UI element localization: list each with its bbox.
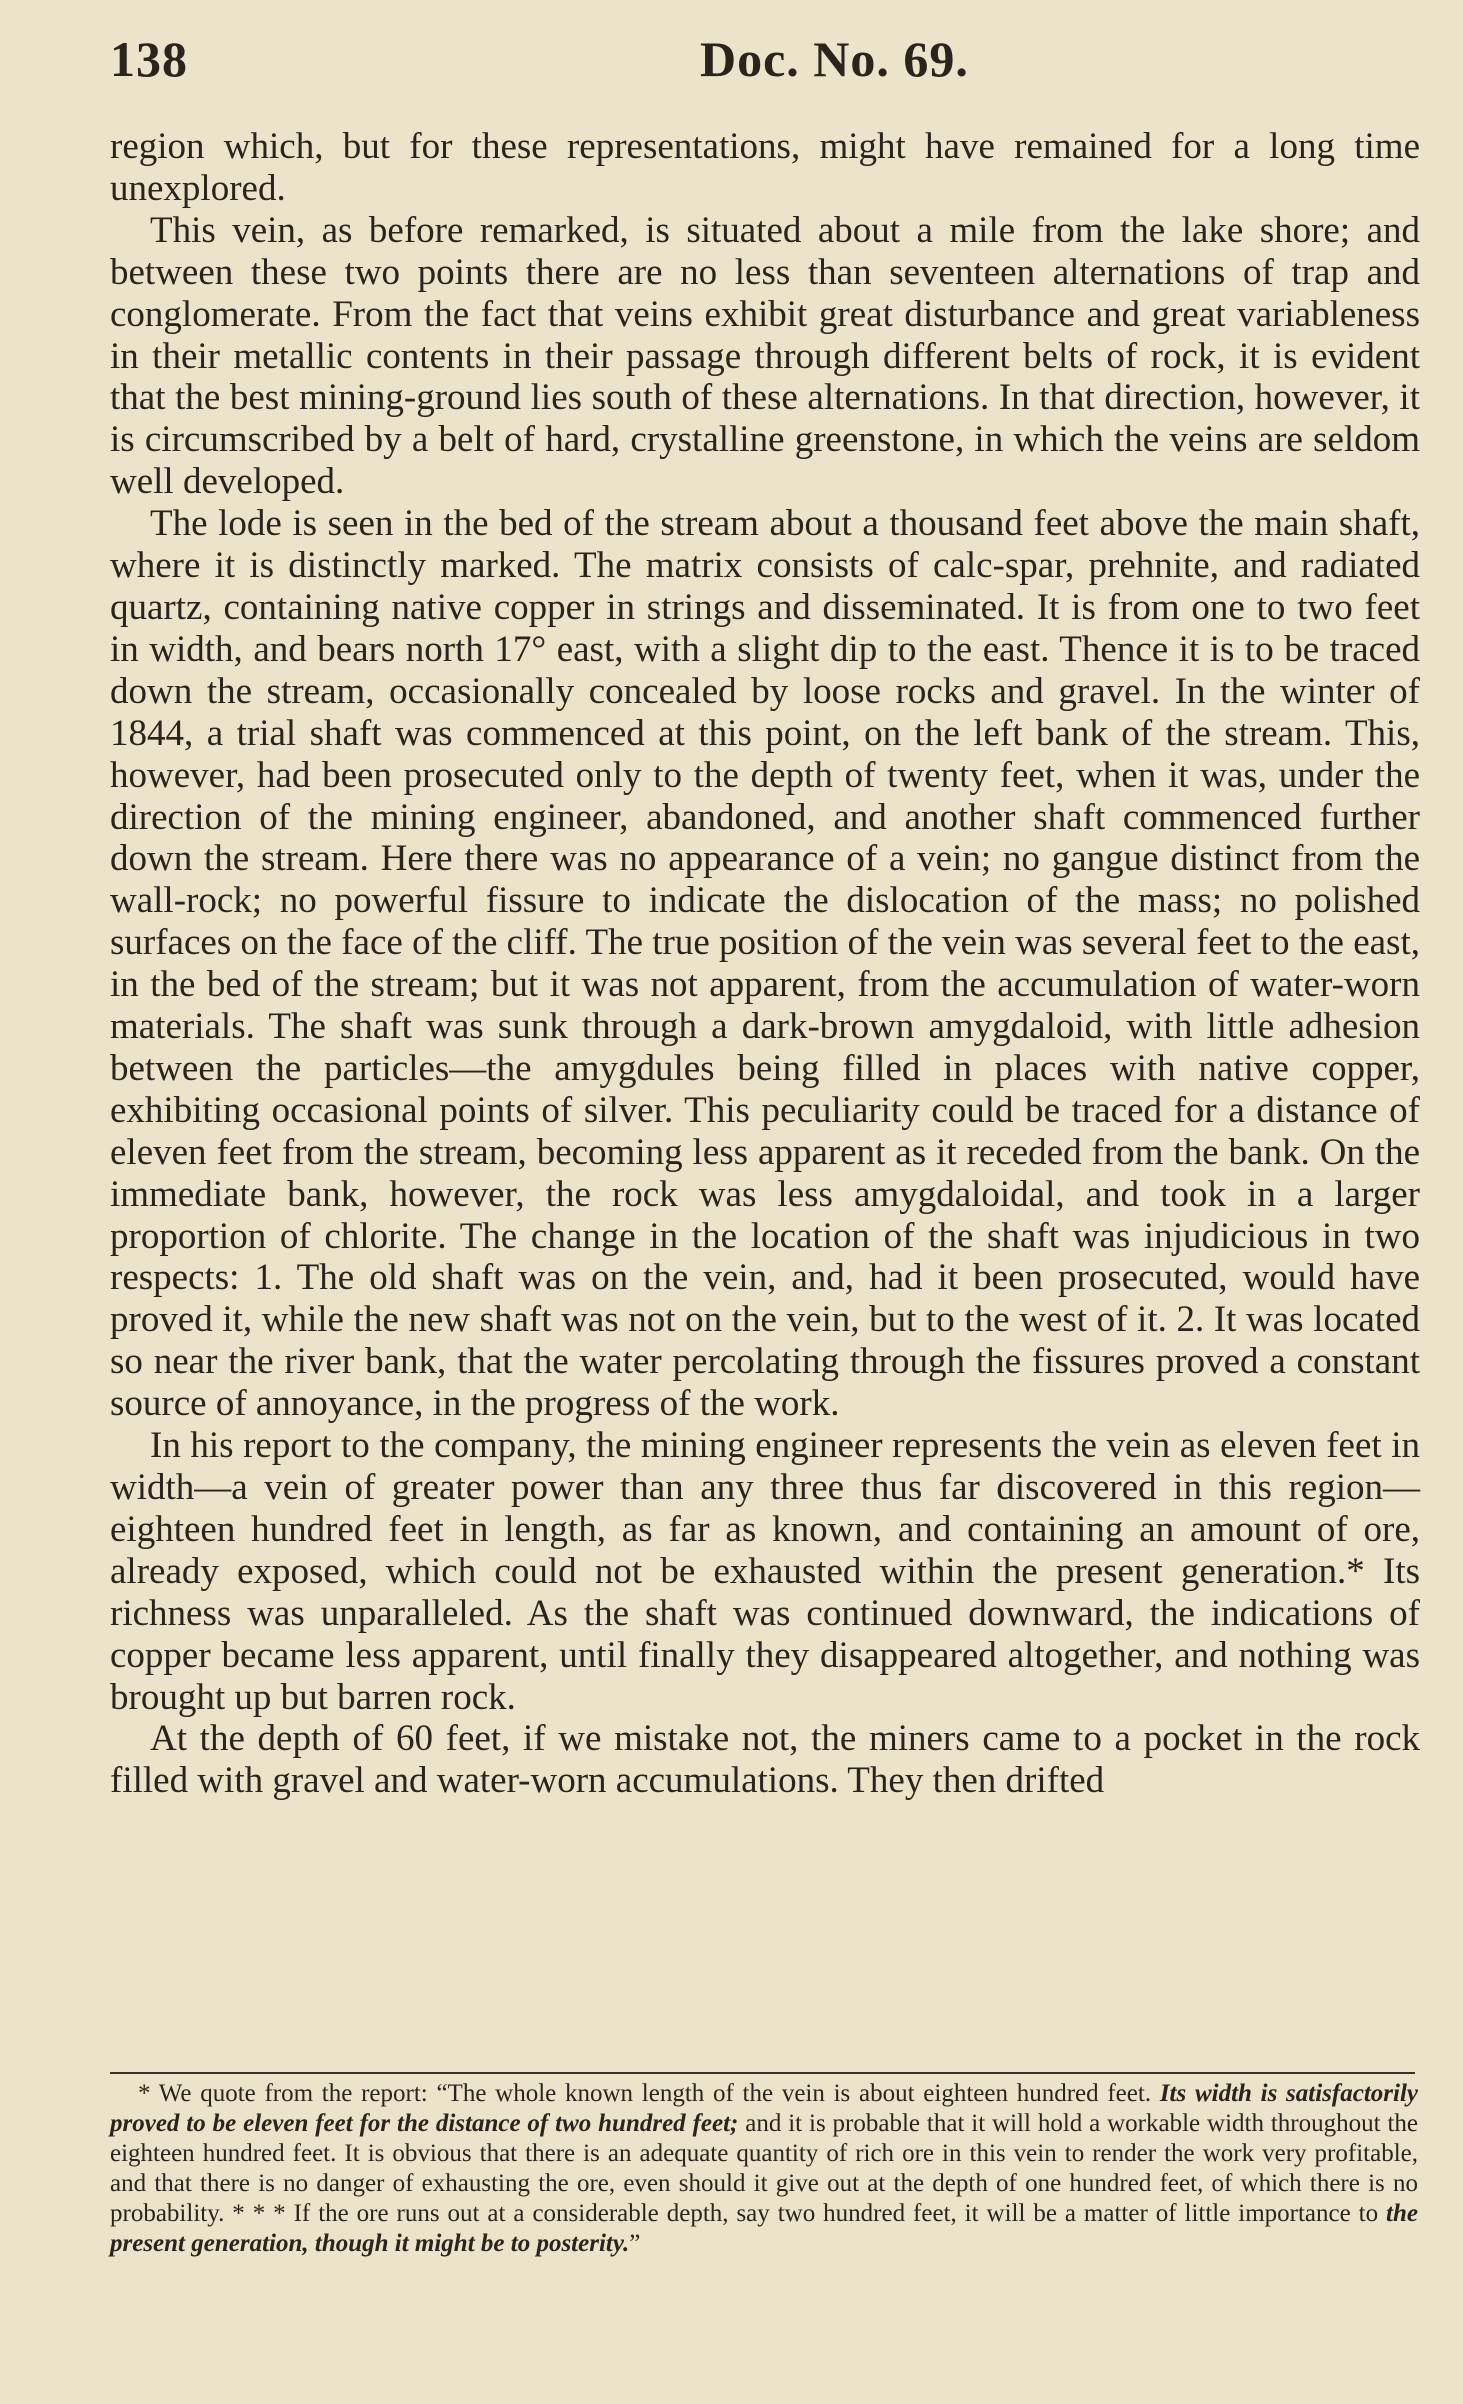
paragraph-depth-sixty: At the depth of 60 feet, if we mistake not, the miners came to a pocket in the rock filled with gravel and water-worn accumulations. They then drifted bbox=[110, 1718, 1420, 1802]
body-text bbox=[110, 126, 1420, 1802]
footnote-italic-2: the present generation, though it might be to posterity. bbox=[110, 2200, 1418, 2257]
paragraph-lode-description: The lode is seen in the bed of the stream about a thousand feet above the main shaft, where it is distinctly marked. The matrix consists of calc-spar, prehnite, and radiated quartz, containing native copper in strings and disseminated. It is from one to two feet in width, and bears north 17° east, with a slight dip to the east. Thence it is to be traced down the stream, occasionally concealed by loose rocks and gravel. In the winter of 1844, a trial shaft was commenced at this point, on the left bank of the stream. This, however, had been prosecuted only to the depth of twenty feet, when it was, under the direction of the mining engineer, abandoned, and another shaft commenced further down the stream. Here there was no appearance of a vein; no gangue distinct from the wall-rock; no powerful fissure to indicate the dislocation of the mass; no polished surfaces on the face of the cliff. The true position of the vein was several feet to the east, in the bed of the stream; but it was not apparent, from the accumulation of water-worn materials. The shaft was sunk through a dark-brown amygdaloid, with little adhesion between the particles—the amygdules being filled in places with native copper, exhibiting occasional points of silver. This peculiarity could be traced for a distance of eleven feet from the stream, becoming less apparent as it receded from the bank. On the immediate bank, however, the rock was less amygdaloidal, and took in a larger proportion of chlorite. The change in the location of the shaft was injudicious in two respects: 1. The old shaft was on the vein, and, had it been prosecuted, would have proved it, while the new shaft was not on the vein, but to the west of it. 2. It was located so near the river bank, that the water percolating through the fissures proved a constant source of annoyance, in the progress of the work. bbox=[110, 503, 1420, 1425]
footnote-part-1: * We quote from the report: “The whole known length of the vein is about eighteen hundred feet. bbox=[138, 2080, 1160, 2107]
footnote bbox=[110, 2079, 1418, 2259]
footnote-text bbox=[110, 2079, 1418, 2259]
document-title: Doc. No. 69. bbox=[700, 31, 969, 87]
footnote-closing-quote: ” bbox=[629, 2230, 641, 2257]
paragraph-vein-location: This vein, as before remarked, is situated about a mile from the lake shore; and between these two points there are no less than seventeen alternations of trap and conglomerate. From the fact that veins exhibit great disturbance and great variableness in their metallic contents in their passage through different belts of rock, it is evident that the best mining-ground lies south of these alternations. In that direction, however, it is circumscribed by a belt of hard, crystalline greenstone, in which the veins are seldom well developed. bbox=[110, 209, 1420, 503]
paragraph-continuation: region which, but for these representations, might have remained for a long time unexplored. bbox=[110, 126, 1420, 209]
page-header bbox=[110, 30, 1420, 94]
footnote-part-3: and it is probable that it will hold a workable width throughout the eighteen hundred feet. It is obvious that there is an adequate quantity of rich ore in this vein to render the work very profitable, and that there is no danger of exhausting the ore, even should it give out at the depth of one hundred feet, of which there is no probability. * * * If the ore runs out at a considerable depth, say two hundred feet, it will be a matter of little importance to bbox=[110, 2110, 1418, 2227]
footnote-italic-1: Its width is satisfactorily proved to be eleven feet for the distance of two hundred feet; bbox=[110, 2080, 1418, 2137]
page-number: 138 bbox=[110, 31, 188, 87]
footnote-divider bbox=[110, 2072, 1415, 2074]
paragraph-engineer-report: In his report to the company, the mining engineer represents the vein as eleven feet in width—a vein of greater power than any three thus far discovered in this region—eighteen hundred feet in length, as far as known, and containing an amount of ore, already exposed, which could not be exhausted within the present generation.* Its richness was unparalleled. As the shaft was continued downward, the indications of copper became less apparent, until finally they disappeared altogether, and nothing was brought up but barren rock. bbox=[110, 1425, 1420, 1718]
